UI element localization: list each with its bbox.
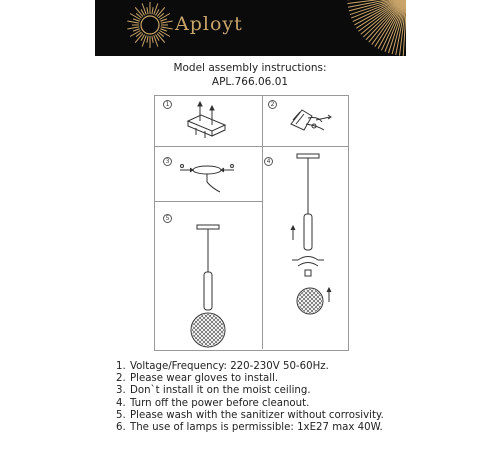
list-item: 6. The use of lamps is permissible: 1xE27 max 40W. [116,422,383,434]
lamp-final-icon [191,225,225,347]
step-number: 1 [163,100,172,109]
step-number: 4 [264,157,273,166]
canopy-attach-icon [180,165,234,193]
list-item: 1. Voltage/Frequency: 220-230V 50-60Hz. [116,361,329,372]
list-item: 2. Please wear gloves to install. [116,373,279,385]
list-item: 3. Don`t install it on the moist ceiling. [116,385,311,397]
wire-connection-icon [291,110,331,130]
list-item: 4. Turn off the power before cleanout. [116,397,310,409]
list-item: 5. Please wash with the sanitizer without corrosivity. [116,409,384,421]
step-number: 3 [163,157,172,166]
brand-name: Aployt [175,13,243,35]
step-number: 5 [163,214,172,223]
document-title: Model assembly instructions: [173,62,327,74]
mounting-bracket-icon [188,102,225,138]
step-number: 2 [268,100,277,109]
instructions-list [116,361,384,434]
model-number: APL.766.06.01 [211,76,289,88]
